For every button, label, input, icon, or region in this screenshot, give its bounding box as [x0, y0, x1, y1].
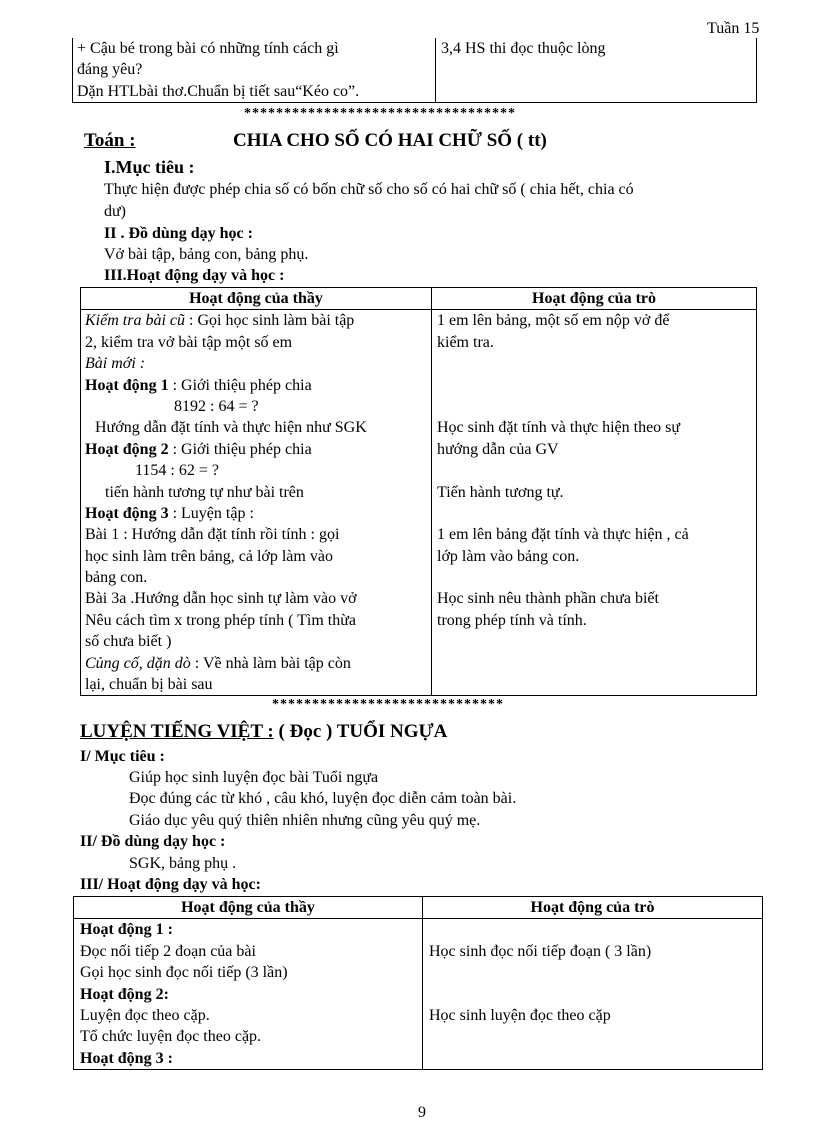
s2-teacher-line-7: Hoạt động 3 :	[80, 1049, 173, 1067]
teacher-line-15: Nêu cách tìm x trong phép tính ( Tìm thừa	[85, 611, 356, 629]
page-number: 9	[418, 1104, 426, 1121]
s2-teacher-line-2: Đọc nối tiếp 2 đoạn của bài	[80, 942, 256, 960]
top-right-line: 3,4 HS thi đọc thuộc lòng	[441, 40, 606, 57]
teacher-line-12: học sinh làm trên bảng, cả lớp làm vào	[85, 547, 333, 565]
teacher-line-18: lại, chuẩn bị bài sau	[85, 676, 213, 694]
student-line-3: Học sinh đặt tính và thực hiện theo sự	[437, 419, 681, 437]
s2-teacher-line-3: Gọi học sinh đọc nối tiếp (3 lần)	[80, 964, 288, 982]
s2-header-student: Hoạt động của trò	[423, 897, 763, 919]
teacher-line-2: 2, kiểm tra vở bài tập một số em	[85, 333, 293, 351]
s2-equipment-heading: II/ Đồ dùng dạy học :	[80, 833, 226, 850]
student-line-9: trong phép tính và tính.	[437, 611, 587, 629]
lesson-title: CHIA CHO SỐ CÓ HAI CHỮ SỐ ( tt)	[233, 130, 547, 151]
s2-teacher-line-6: Tổ chức luyện đọc theo cặp.	[80, 1028, 262, 1046]
student-line-5: Tiến hành tương tự.	[437, 483, 564, 501]
s2-activities-heading: III/ Hoạt động dạy và học:	[80, 876, 261, 893]
lesson-table-2	[73, 896, 763, 1070]
activities-heading: III.Hoạt động dạy và học :	[104, 267, 285, 284]
lesson-table-1	[80, 287, 757, 696]
top-left-line-3: Dặn HTLbài thơ.Chuẩn bị tiết sau“Kéo co”.	[77, 82, 360, 100]
header-teacher: Hoạt động của thầy	[81, 288, 432, 310]
student-line-1: 1 em lên bảng, một số em nộp vở để	[437, 312, 670, 330]
objectives-heading: I.Mục tiêu :	[104, 157, 195, 177]
s2-objectives-heading: I/ Mục tiêu :	[80, 748, 165, 765]
top-left-line-2: đáng yêu?	[77, 61, 143, 79]
equipment-text: Vở bài tập, bảng con, bảng phụ.	[104, 246, 309, 263]
teacher-line-9: tiến hành tương tự như bài trên	[105, 483, 304, 501]
s2-teacher-line-1: Hoạt động 1 :	[80, 921, 173, 939]
s2-teacher-line-4: Hoạt động 2:	[80, 985, 169, 1003]
section2-title: LUYỆN TIẾNG VIỆT : ( Đọc ) TUỔI NGỰA	[80, 721, 448, 742]
s2-header-teacher: Hoạt động của thầy	[74, 897, 423, 919]
objective-line-2: dư)	[104, 203, 126, 220]
objective-line-1: Thực hiện được phép chia số có bốn chữ số cho số có hai chữ số ( chia hết, chia có	[104, 181, 634, 198]
student-line-2: kiểm tra.	[437, 333, 494, 351]
student-line-7: lớp làm vào bảng con.	[437, 547, 580, 565]
teacher-line-17: Củng cố, dặn dò : Về nhà làm bài tập còn	[85, 654, 351, 672]
separator-stars-1: **********************************	[244, 106, 516, 121]
subject-label: Toán :	[84, 130, 136, 151]
teacher-line-3: Bài mới :	[85, 355, 146, 373]
student-line-4: hướng dẫn của GV	[437, 440, 559, 458]
s2-teacher-line-5: Luyện đọc theo cặp.	[80, 1006, 210, 1024]
teacher-line-6: Hướng dẫn đặt tính và thực hiện như SGK	[95, 419, 367, 437]
s2-objective-3: Giáo dục yêu quý thiên nhiên nhưng cũng yêu quý mẹ.	[129, 812, 481, 829]
teacher-line-1: Kiểm tra bài cũ : Gọi học sinh làm bài tập	[85, 312, 355, 330]
s2-student-line-1: Học sinh đọc nối tiếp đoạn ( 3 lần)	[429, 942, 652, 960]
teacher-line-14: Bài 3a .Hướng dẫn học sinh tự làm vào vở	[85, 590, 357, 608]
teacher-line-4: Hoạt động 1 : Giới thiệu phép chia	[85, 376, 312, 394]
separator-stars-2: *****************************	[272, 697, 504, 712]
s2-objective-2: Đọc đúng các từ khó , câu khó, luyện đọc diễn cảm toàn bài.	[129, 790, 517, 807]
s2-objective-1: Giúp học sinh luyện đọc bài Tuổi ngựa	[129, 769, 379, 786]
teacher-line-5: 8192 : 64 = ?	[174, 397, 259, 415]
teacher-line-11: Bài 1 : Hướng dẫn đặt tính rồi tính : gọi	[85, 526, 340, 544]
student-line-8: Học sinh nêu thành phần chưa biết	[437, 590, 659, 608]
teacher-line-13: bảng con.	[85, 569, 148, 587]
top-table	[72, 38, 757, 103]
equipment-heading: II . Đồ dùng dạy học :	[104, 225, 253, 242]
header-student: Hoạt động của trò	[432, 288, 757, 310]
teacher-line-8: 1154 : 62 = ?	[135, 462, 219, 480]
s2-equipment-text: SGK, bảng phụ .	[129, 855, 237, 872]
teacher-line-7: Hoạt động 2 : Giới thiệu phép chia	[85, 440, 312, 458]
teacher-line-10: Hoạt động 3 : Luyện tập :	[85, 504, 254, 522]
student-line-6: 1 em lên bảng đặt tính và thực hiện , cả	[437, 526, 689, 544]
s2-student-line-2: Học sinh luyện đọc theo cặp	[429, 1006, 611, 1024]
top-left-line-1: + Cậu bé trong bài có những tính cách gì	[77, 40, 339, 57]
teacher-line-16: số chưa biết )	[85, 633, 172, 651]
week-label: Tuần 15	[707, 20, 760, 37]
